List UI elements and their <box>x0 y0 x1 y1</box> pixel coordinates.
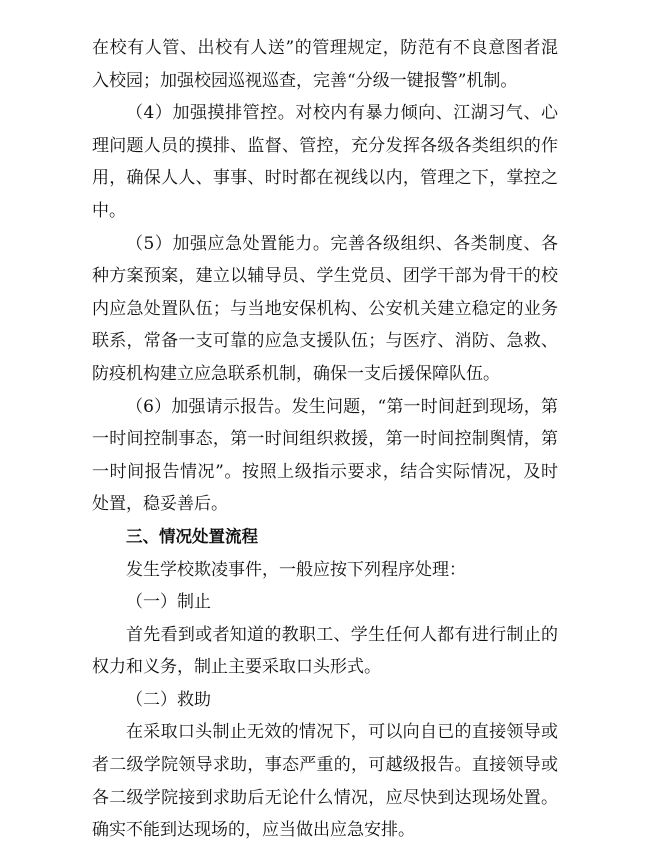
paragraph-procedure-intro: 发生学校欺凌事件，一般应按下列程序处理： <box>126 559 466 580</box>
paragraph-intro-continuation: 在校有人管、出校有人送”的管理规定，防范有不良意图者混入校园；加强校园巡视巡查，完善“分级一键报警”机制。 <box>92 38 558 91</box>
sub-heading-help: （二）救助 <box>126 689 211 710</box>
paragraph-help: 在采取口头制止无效的情况下，可以向自已的直接领导或者二级学院领导求助，事态严重的，可越级报告。直接领导或各二级学院接到求助后无论什么情况，应尽快到达现场处置。确实不能到达现场的，应当做出应急安排。 <box>92 722 558 841</box>
paragraph-stop: 首先看到或者知道的教职工、学生任何人都有进行制止的权力和义务，制止主要采取口头形式。 <box>92 624 558 678</box>
section-heading-3: 三、情况处置流程 <box>126 526 258 546</box>
paragraph-item-6: （6）加强请示报告。发生问题，“第一时间赶到现场，第一时间控制事态，第一时间组织救援，第一时间控制舆情，第一时间报告情况”。按照上级指示要求，结合实际情况，及时处置，稳妥善后。 <box>92 396 558 515</box>
paragraph-item-5: （5）加强应急处置能力。完善各级组织、各类制度、各种方案预案，建立以辅导员、学生党员、团学干部为骨干的校内应急处置队伍；与当地安保机构、公安机关建立稳定的业务联系，常备一支可靠的应急支援队伍；与医疗、消防、急救、防疫机构建立应急联系机制，确保一支后援保障队伍。 <box>92 233 558 384</box>
paragraph-item-4: （4）加强摸排管控。对校内有暴力倾向、江湖习气、心理问题人员的摸排、监督、管控，充分发挥各级各类组织的作用，确保人人、事事、时时都在视线以内，管理之下，掌控之中。 <box>92 103 558 221</box>
sub-heading-stop: （一）制止 <box>126 592 211 613</box>
